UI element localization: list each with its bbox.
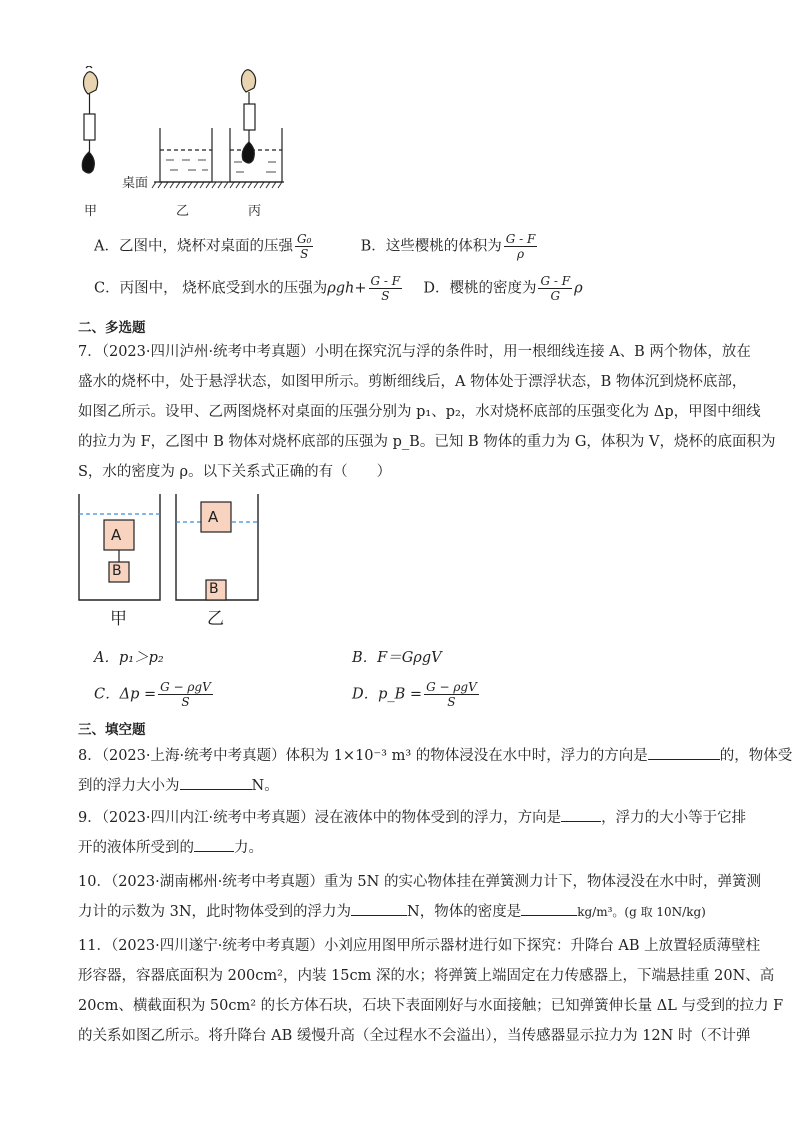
label-block-b-yi: B <box>209 581 219 597</box>
q6-option-b-text: B．这些樱桃的体积为 <box>360 238 502 255</box>
q10-blank-1[interactable] <box>351 903 407 916</box>
q7-line-2: 盛水的烧杯中，处于悬浮状态，如图甲所示。剪断细线后，A 物体处于漂浮状态，B 物体沉到烧杯底部， <box>78 374 747 390</box>
label-bing: 丙 <box>248 204 262 219</box>
q7-option-b: B．F＝GρgV <box>352 650 442 666</box>
q8-blank-2[interactable] <box>180 777 252 790</box>
q7-line-3: 如图乙所示。设甲、乙两图烧杯对桌面的压强分别为 p₁、p₂，水对烧杯底部的压强变化为 Δp，甲图中细线 <box>78 404 761 420</box>
q11-line-2: 形容器，容器底面积为 200cm²，内装 15cm 深的水；将弹簧上端固定在力传感器上，下端悬挂重 20N、高 <box>78 968 775 984</box>
q11-line-1: 11．（2023·四川遂宁·统考中考真题）小刘应用图甲所示器材进行如下探究：升降台 AB 上放置轻质薄壁柱 <box>78 938 761 954</box>
q7-option-d-fraction: $\frac{\text{G − ρgV}}{S}$ <box>426 680 477 709</box>
q6-option-d-suffix: ρ <box>574 280 583 297</box>
label-block-a-jia: A <box>111 526 122 544</box>
q11-line-3: 20cm、横截面积为 50cm² 的长方体石块，石块下表面刚好与水面接触；已知弹簧伸长量 ΔL 与受到的拉力 F <box>78 998 784 1014</box>
q6-option-row-ab <box>94 232 720 261</box>
q10-line-1: 10．（2023·湖南郴州·统考中考真题）重为 5N 的实心物体挂在弹簧测力计下，物体浸没在水中时，弹簧测 <box>78 874 761 890</box>
q7-option-d: D．p_B = $\frac{\text{G − ρgV}}{S}$ <box>352 680 477 709</box>
q7-option-a: A．p₁＞p₂ <box>94 650 164 666</box>
label-yi: 乙 <box>176 204 190 219</box>
q6-option-c-text: C．丙图中， 烧杯底受到水的压强为 <box>94 280 328 297</box>
figure-q7-beakers <box>76 492 266 628</box>
q6-option-row-cd <box>94 274 720 303</box>
q7-option-c: C．Δp = $\frac{\text{G − ρgV}}{S}$ <box>94 680 211 709</box>
q9-line-1: 9．（2023·四川内江·统考中考真题）浸在液体中的物体受到的浮力，方向是 ，浮力的大小等于它排 <box>78 810 747 826</box>
q9-blank-1[interactable] <box>561 809 601 822</box>
q6-option-a-text: A．乙图中，烧杯对桌面的压强 <box>94 238 293 255</box>
hand-scale-jia <box>82 66 97 173</box>
q7-line-1: 7．（2023·四川泸州·统考中考真题）小明在探究沉与浮的条件时，用一根细线连接 A、B 两个物体，放在 <box>78 344 751 360</box>
q10-line-2: 力计的示数为 3N，此时物体受到的浮力为 N，物体的密度是 kg/m³。(g 取 10N/kg) <box>78 904 706 920</box>
q8-line-1: 8．（2023·上海·统考中考真题）体积为 1×10⁻³ m³ 的物体浸没在水中时，浮力的方向是 的，物体受 <box>78 748 793 764</box>
q6-option-c-expr: ρgh+ <box>327 280 367 297</box>
q6-option-c-fraction: $\frac{G - F}{S}$ <box>370 274 401 303</box>
q8-blank-1[interactable] <box>648 747 720 760</box>
q9-blank-2[interactable] <box>194 839 234 852</box>
label-desk: 桌面 <box>122 176 149 191</box>
label-yi: 乙 <box>207 609 224 629</box>
section-heading-fill-blank: 三、填空题 <box>78 722 146 738</box>
q8-line-2: 到的浮力大小为 N。 <box>78 778 279 794</box>
desk-surface <box>152 182 284 188</box>
q6-option-d-fraction: $\frac{G - F}{G}$ <box>540 274 571 303</box>
beaker-bing <box>230 70 282 182</box>
section-heading-multiple-choice: 二、多选题 <box>78 320 146 336</box>
q6-option-d-text: D．樱桃的密度为 <box>423 280 537 297</box>
beaker-yi <box>160 128 212 182</box>
q7-beaker-drawing <box>76 492 266 628</box>
q9-line-2: 开的液体所受到的 力。 <box>78 840 263 856</box>
q7-option-c-fraction: $\frac{\text{G − ρgV}}{S}$ <box>160 680 211 709</box>
q7-line-5: S，水的密度为 ρ。以下关系式正确的有（ ） <box>78 464 392 480</box>
q10-blank-2[interactable] <box>521 903 577 916</box>
label-block-b-jia: B <box>112 563 122 579</box>
figure-cherry-beakers <box>70 66 300 226</box>
label-block-a-yi: A <box>208 508 219 526</box>
q6-option-b-fraction: $\frac{G - F}{\rho}$ <box>505 232 536 261</box>
q7-line-4: 的拉力为 F，乙图中 B 物体对烧杯底部的压强为 p_B。已知 B 物体的重力为 G，体积为 V，烧杯的底面积为 <box>78 434 776 450</box>
q11-line-4: 的关系如图乙所示。将升降台 AB 缓慢升高（全过程水不会溢出），当传感器显示拉力为 12N 时（不计弹 <box>78 1028 751 1044</box>
label-jia: 甲 <box>84 204 98 219</box>
q6-option-a-fraction: $\frac{\text{G₀}}{S}$ <box>296 232 312 261</box>
label-jia: 甲 <box>110 609 127 629</box>
